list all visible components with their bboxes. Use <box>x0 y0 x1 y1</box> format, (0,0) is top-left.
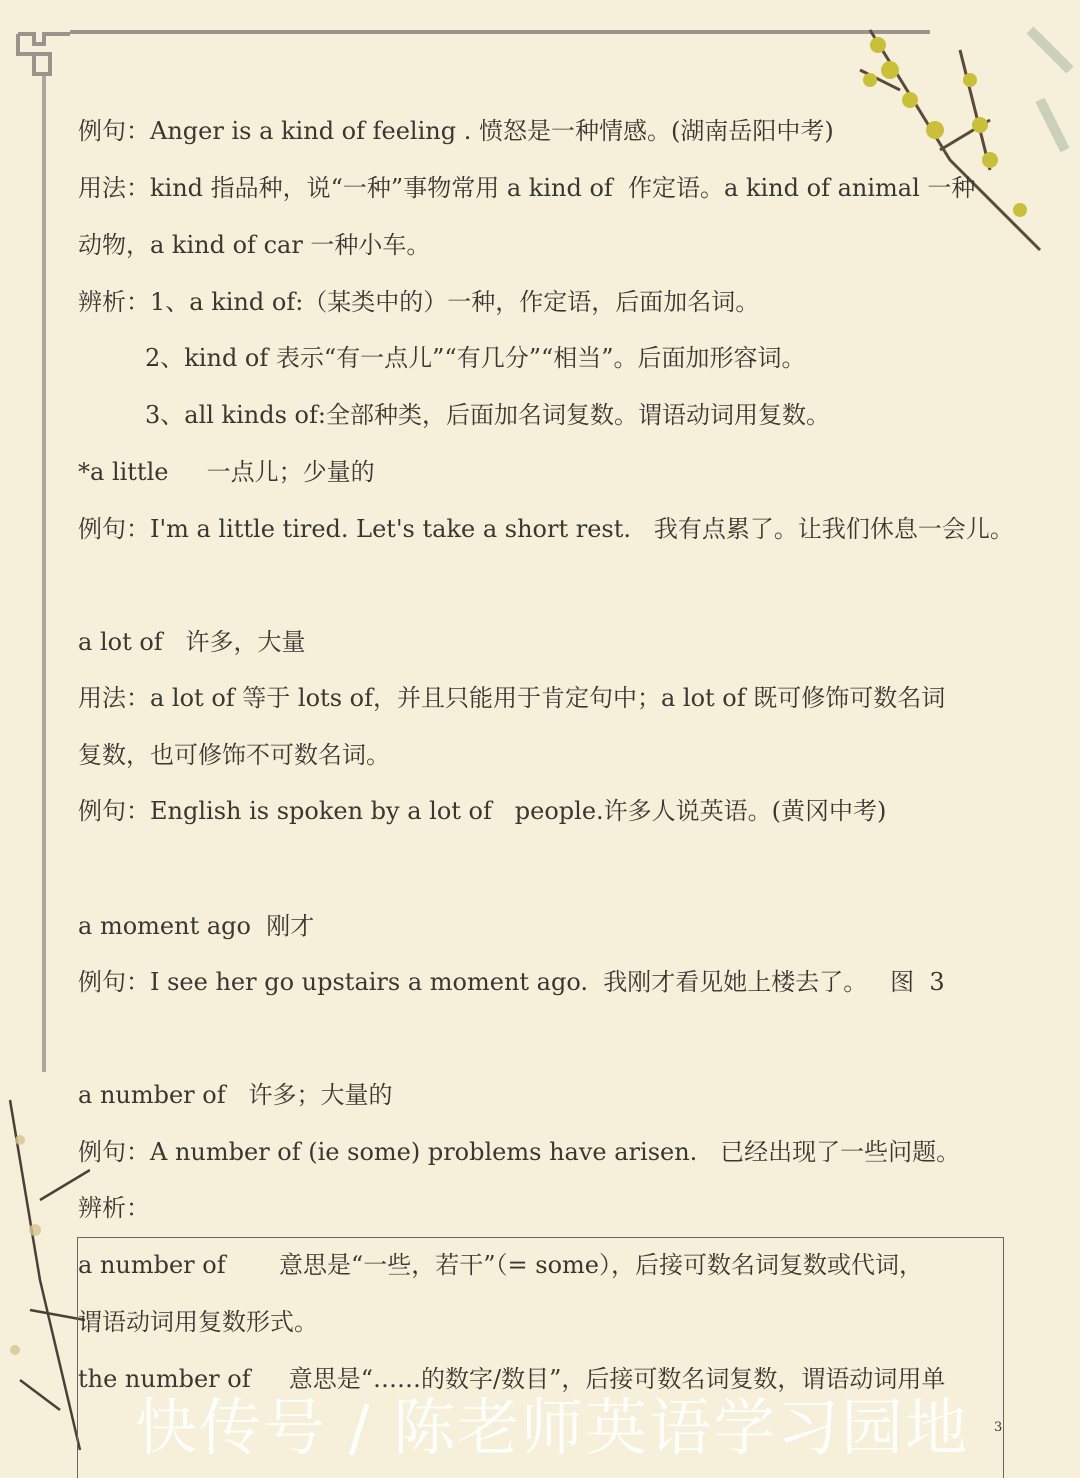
text-line: *a little 一点儿；少量的 <box>78 458 375 486</box>
text-line: 用法：kind 指品种，说“一种”事物常用 a kind of 作定语。a kind of animal 一种 <box>78 174 976 202</box>
text-line: a number of 许多；大量的 <box>78 1081 393 1109</box>
page-number: 3 <box>994 1420 1003 1435</box>
text-line: 辨析：1、a kind of:（某类中的）一种，作定语，后面加名词。 <box>78 288 760 316</box>
text-line: 辨析： <box>78 1194 150 1222</box>
text-line: a lot of 许多，大量 <box>78 628 306 656</box>
text-line: 例句：Anger is a kind of feeling . 愤怒是一种情感。(湖南岳阳中考) <box>78 117 834 145</box>
text-line: 例句：I'm a little tired. Let's take a short rest. 我有点累了。让我们休息一会儿。 <box>78 515 1014 543</box>
text-line: 例句：English is spoken by a lot of people.许多人说英语。(黄冈中考) <box>78 797 887 825</box>
text-line: 动物，a kind of car 一种小车。 <box>78 231 431 259</box>
text-line: 3、all kinds of:全部种类，后面加名词复数。谓语动词用复数。 <box>145 401 830 429</box>
decorative-frame-left <box>42 72 46 1072</box>
text-line: a moment ago 刚才 <box>78 912 315 940</box>
text-line: 复数，也可修饰不可数名词。 <box>78 741 390 769</box>
text-line: 谓语动词用复数形式。 <box>78 1308 318 1336</box>
decorative-frame-top <box>70 30 930 34</box>
text-line: 例句：A number of (ie some) problems have arisen. 已经出现了一些问题。 <box>78 1138 961 1166</box>
text-line: 2、kind of 表示“有一点儿”“有几分”“相当”。后面加形容词。 <box>145 344 806 372</box>
text-line: 用法：a lot of 等于 lots of，并且只能用于肯定句中；a lot of 既可修饰可数名词 <box>78 684 946 712</box>
text-line: 例句：I see her go upstairs a moment ago. 我刚才看见她上楼去了。 图 3 <box>78 968 945 996</box>
knot-ornament-icon <box>10 30 70 80</box>
watermark: 快传号 / 陈老师英语学习园地 <box>135 1391 970 1464</box>
text-line: a number of 意思是“一些，若干”（= some），后接可数名词复数或代词， <box>78 1251 924 1279</box>
plum-blossom-branch-icon <box>840 10 1080 260</box>
text-line: the number of 意思是“……的数字/数目”，后接可数名词复数，谓语动词用单 <box>78 1365 946 1393</box>
